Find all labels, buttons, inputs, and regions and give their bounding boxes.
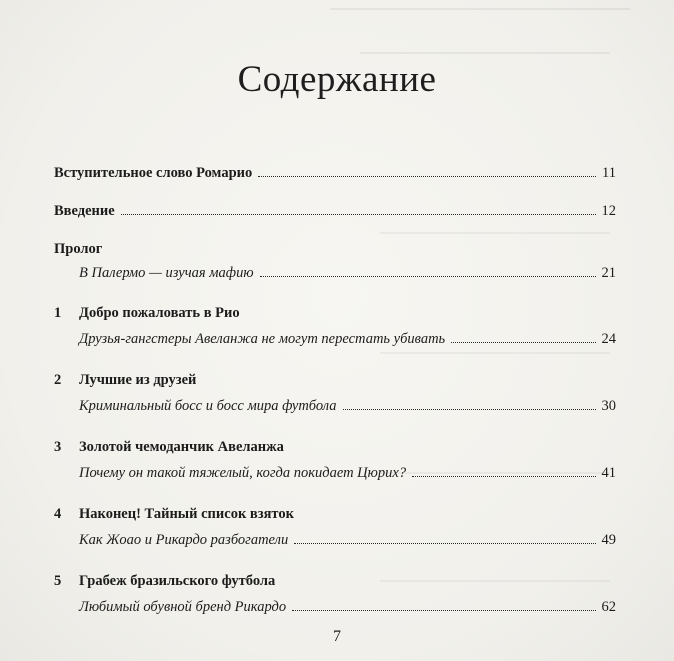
chapter-number: 5 xyxy=(54,573,62,589)
page-title: Содержание xyxy=(237,59,437,100)
chapter-number: 3 xyxy=(54,439,62,455)
toc-entry-title: Вступительное слово Ромарио xyxy=(54,165,253,181)
toc-entry-subtitle-text: Любимый обувной бренд Рикардо xyxy=(79,599,287,615)
toc-page-number: 30 xyxy=(601,398,616,414)
chapter-number: 2 xyxy=(54,372,62,388)
toc-page-number: 62 xyxy=(601,599,616,615)
toc-entry-subtitle-text: Друзья-гангстеры Авеланжа не могут перестать убивать xyxy=(79,331,446,347)
toc-entry-subtitle-text: В Палермо — изучая мафию xyxy=(79,265,254,281)
toc-page-number: 21 xyxy=(601,265,616,281)
toc-entry-title: Введение xyxy=(54,203,115,219)
dot-leader xyxy=(451,342,595,343)
toc-entry-prologue[interactable] xyxy=(54,241,616,261)
table-of-contents xyxy=(54,165,616,619)
toc-page-number: 49 xyxy=(601,532,616,548)
toc-entry-title: Грабеж бразильского футбола xyxy=(79,573,276,589)
dot-leader xyxy=(121,214,596,215)
toc-entry-chapter-4[interactable] xyxy=(54,506,616,526)
toc-entry-chapter-5[interactable] xyxy=(54,573,616,593)
toc-entry-title: Золотой чемоданчик Авеланжа xyxy=(79,439,284,455)
toc-page-number: 24 xyxy=(601,331,616,347)
toc-entry-subtitle-text: Почему он такой тяжелый, когда покидает Цюрих? xyxy=(79,465,407,481)
chapter-number: 4 xyxy=(54,506,62,522)
toc-entry-title: Наконец! Тайный список взяток xyxy=(79,506,294,522)
toc-entry-subtitle[interactable] xyxy=(54,265,616,285)
toc-entry-chapter-1[interactable] xyxy=(54,305,616,325)
toc-entry-subtitle[interactable] xyxy=(54,465,616,485)
toc-page-number: 11 xyxy=(602,165,616,181)
toc-entry-subtitle[interactable] xyxy=(54,599,616,619)
toc-entry-chapter-2[interactable] xyxy=(54,372,616,392)
chapter-number: 1 xyxy=(54,305,62,321)
bleed-through-decoration xyxy=(330,8,630,20)
dot-leader xyxy=(258,176,596,177)
toc-entry-foreword[interactable] xyxy=(54,165,616,185)
toc-entry-subtitle[interactable] xyxy=(54,398,616,418)
dot-leader xyxy=(412,476,595,477)
dot-leader xyxy=(292,610,595,611)
dot-leader xyxy=(260,276,596,277)
toc-entry-subtitle[interactable] xyxy=(54,331,616,351)
toc-entry-subtitle[interactable] xyxy=(54,532,616,552)
toc-page-number: 41 xyxy=(601,465,616,481)
toc-entry-introduction[interactable] xyxy=(54,203,616,223)
toc-entry-chapter-3[interactable] xyxy=(54,439,616,459)
toc-entry-title: Добро пожаловать в Рио xyxy=(79,305,240,321)
dot-leader xyxy=(294,543,595,544)
page-number-footer: 7 xyxy=(333,628,341,645)
toc-entry-subtitle-text: Криминальный босс и босс мира футбола xyxy=(79,398,337,414)
dot-leader xyxy=(343,409,596,410)
toc-entry-subtitle-text: Как Жоао и Рикардо разбогатели xyxy=(79,532,289,548)
toc-entry-title: Пролог xyxy=(54,241,103,257)
toc-entry-title: Лучшие из друзей xyxy=(79,372,197,388)
toc-page-number: 12 xyxy=(601,203,616,219)
